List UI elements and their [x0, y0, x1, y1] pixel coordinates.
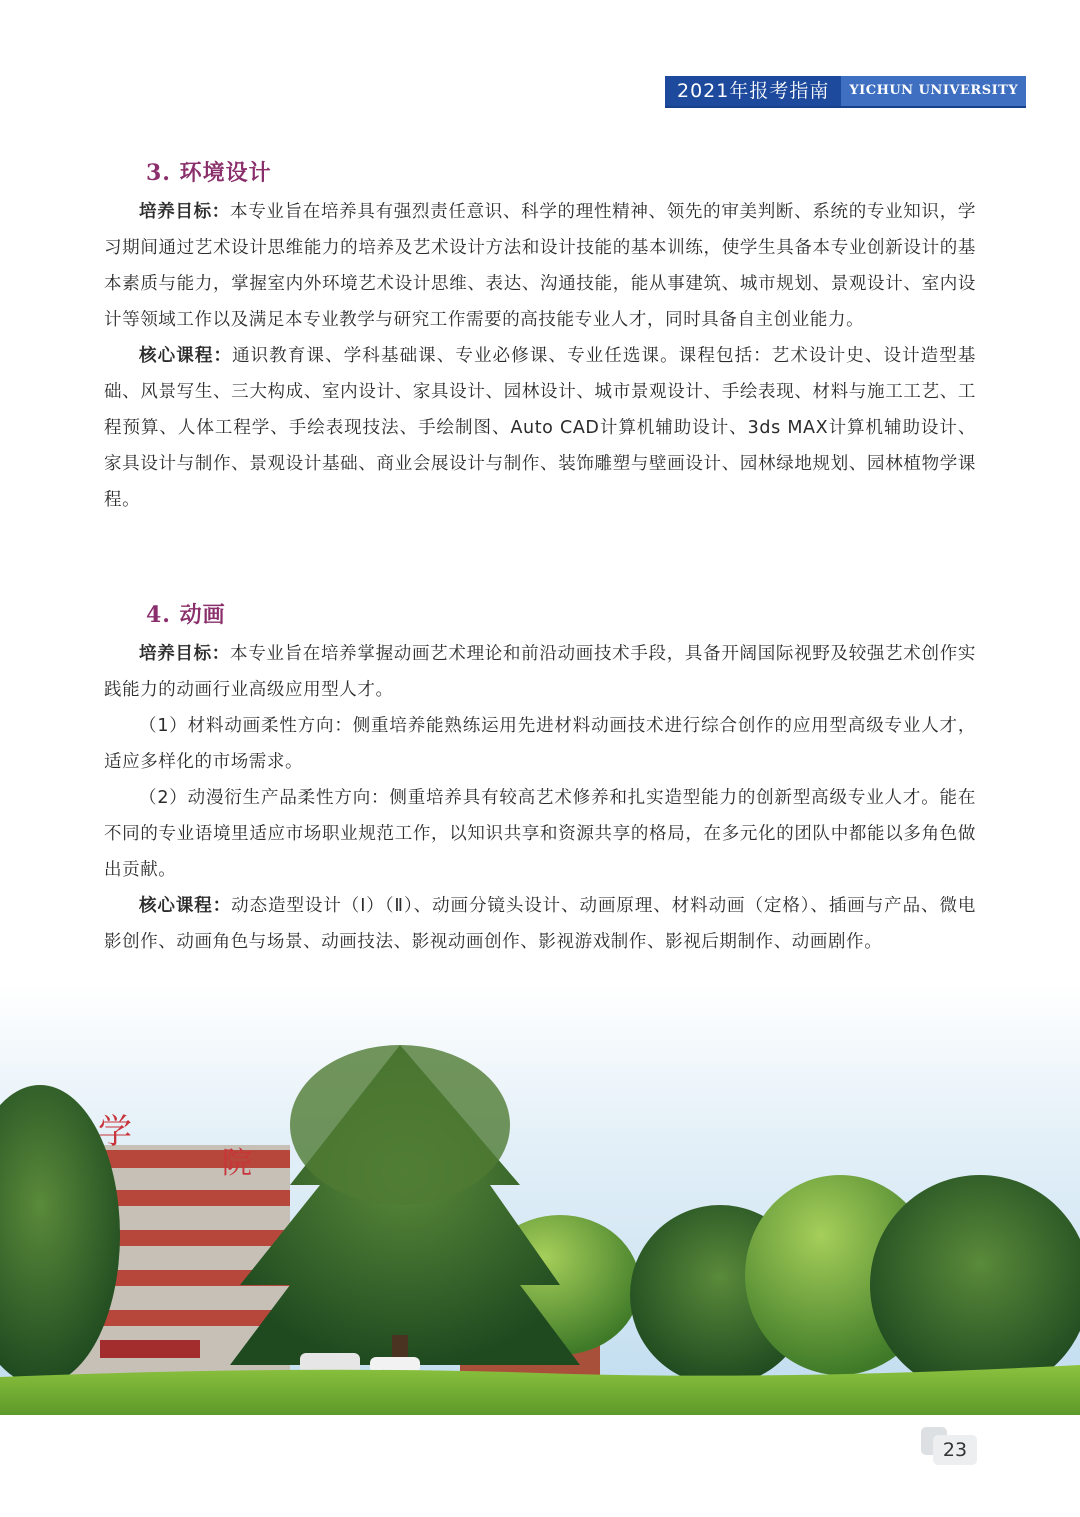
header-subtitle: YICHUN UNIVERSITY [841, 76, 1026, 106]
course-label: 核心课程： [139, 896, 232, 916]
section-3-goal [104, 194, 976, 338]
goal-text: 本专业旨在培养具有强烈责任意识、科学的理性精神、领先的审美判断、系统的专业知识，学习期间通过艺术设计思维能力的培养及艺术设计方法和设计技能的基本训练，使学生具备本专业创新设计的基本素质与能力，掌握室内外环境艺术设计思维、表达、沟通技能，能从事建筑、城市规划、景观设计、室内设计等领域工作以及满足本专业教学与研究工作需要的高技能专业人才，同时具备自主创业能力。 [104, 202, 976, 330]
section-4-courses [104, 888, 976, 960]
header-title: 2021年报考指南 [665, 76, 841, 106]
sign-char-left: 学 [98, 1112, 132, 1152]
campus-scene-illustration [0, 985, 1080, 1415]
section-4-direction-1: （1）材料动画柔性方向：侧重培养能熟练运用先进材料动画技术进行综合创作的应用型高级专业人才，适应多样化的市场需求。 [104, 716, 976, 772]
section-3-title: 3. 环境设计 [146, 160, 272, 186]
page-number: 23 [942, 1439, 968, 1461]
section-4-direction-2: （2）动漫衍生产品柔性方向：侧重培养具有较高艺术修养和扎实造型能力的创新型高级专业人才。能在不同的专业语境里适应市场职业规范工作，以知识共享和资源共享的格局，在多元化的团队中都能以多角色做出贡献。 [104, 788, 976, 880]
section-4-title: 4. 动画 [146, 602, 226, 628]
section-3-courses [104, 338, 976, 518]
page-number-badge [921, 1427, 981, 1467]
goal-text: 本专业旨在培养掌握动画艺术理论和前沿动画技术手段，具备开阔国际视野及较强艺术创作实践能力的动画行业高级应用型人才。 [104, 644, 976, 700]
section-4-goal [104, 636, 976, 708]
campus-photo [0, 985, 1080, 1415]
sign-char-right: 院 [222, 1146, 252, 1181]
course-text: 动态造型设计（Ⅰ）（Ⅱ）、动画分镜头设计、动画原理、材料动画（定格）、插画与产品、微电影创作、动画角色与场景、动画技法、影视动画创作、影视游戏制作、影视后期制作、动画剧作。 [104, 896, 976, 952]
header-badge [665, 76, 1026, 108]
section-4-body [104, 636, 976, 960]
goal-label: 培养目标： [139, 202, 230, 222]
section-3-body [104, 194, 976, 518]
course-text: 通识教育课、学科基础课、专业必修课、专业任选课。课程包括：艺术设计史、设计造型基础、风景写生、三大构成、室内设计、家具设计、园林设计、城市景观设计、手绘表现、材料与施工工艺、工程预算、人体工程学、手绘表现技法、手绘制图、Auto CAD计算机辅助设计、3ds MAX计算机辅助设计、家具设计与制作、景观设计基础、商业会展设计与制作、装饰雕塑与壁画设计、园林绿地规划、园林植物学课程。 [104, 346, 977, 510]
course-label: 核心课程： [139, 346, 233, 366]
tree [870, 1175, 1080, 1395]
goal-label: 培养目标： [139, 644, 230, 664]
